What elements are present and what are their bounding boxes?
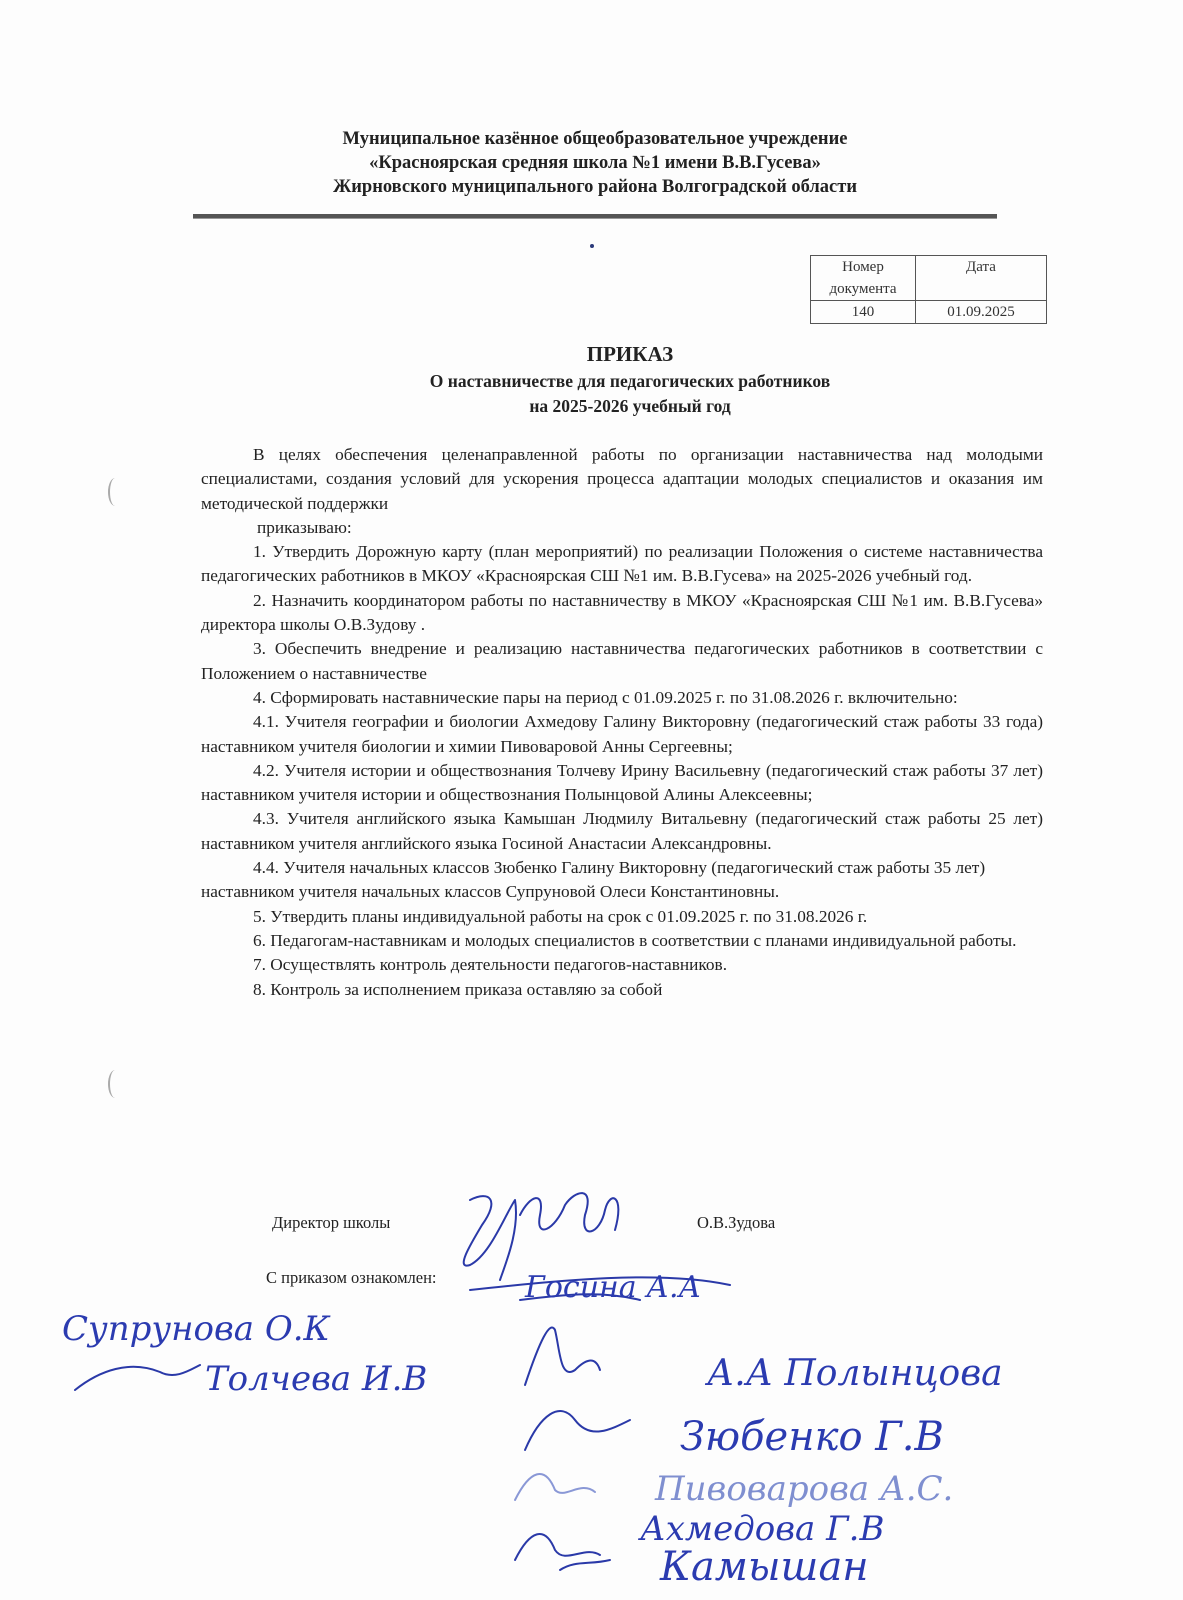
handwritten-akhmedova: Ахмедова Г.В xyxy=(640,1509,885,1549)
ink-dot xyxy=(590,244,594,248)
handwritten-suprunova: Супрунова О.К xyxy=(62,1309,330,1349)
handwritten-gosina: Госина А.А xyxy=(525,1270,702,1305)
order-item: 7. Осуществлять контроль деятельности педагогов-наставников. xyxy=(253,955,728,975)
handwritten-zyubenko: Зюбенко Г.В xyxy=(680,1414,944,1460)
header-line-2: «Красноярская средняя школа №1 имени В.В.Гусева» xyxy=(369,153,821,173)
document-body xyxy=(201,443,1043,1002)
handwritten-pivovarova: Пивоварова А.С. xyxy=(655,1469,954,1509)
order-item: 3. Обеспечить внедрение и реализацию наставничества педагогических работников в соответствии с Положением о наставничестве xyxy=(201,639,1043,683)
handwritten-kamyshan: Камышан xyxy=(660,1544,869,1590)
order-subitem: 4.3. Учителя английского языка Камышан Людмилу Витальевну (педагогический стаж работы 25 лет) наставником учителя английского языка Госиной Анастасии Александровны. xyxy=(201,809,1043,853)
document-subtitle xyxy=(190,369,1070,419)
document-number-table xyxy=(810,255,1047,324)
order-item: 2. Назначить координатором работы по наставничеству в МКОУ «Красноярская СШ №1 им. В.В.Гусева» директора школы О.В.Зудову . xyxy=(201,590,1043,635)
order-subitem: 4.1. Учителя географии и биологии Ахмедову Галину Викторовну (педагогический стаж работы 33 года) наставником учителя биологии и химии Пивоваровой Анны Сергеевны; xyxy=(201,712,1043,756)
order-item: 1. Утвердить Дорожную карту (план мероприятий) по реализации Положения о системе наставничества педагогических работников в МКОУ «Красноярская СШ №1 им. В.В.Гусева» на 2025-2026 учебный год. xyxy=(201,542,1043,586)
doc-number-header-a: Номер xyxy=(842,259,884,275)
director-name: О.В.Зудова xyxy=(697,1213,776,1232)
intro-paragraph: В целях обеспечения целенаправленной работы по организации наставничества над молодыми специалистами, создания условий для ускорения процесса адаптации молодых специалистов и оказания им методической поддержки xyxy=(201,445,1043,513)
doc-number-value: 140 xyxy=(811,301,916,324)
order-word: приказываю: xyxy=(257,517,352,537)
handwritten-polyntsova: А.А Полынцова xyxy=(707,1353,1003,1394)
header-line-3: Жирновского муниципального района Волгоградской области xyxy=(332,177,858,197)
header-line-1: Муниципальное казённое общеобразовательное учреждение xyxy=(342,129,848,149)
order-subitem: 4.2. Учителя истории и обществознания Толчеву Ирину Васильевну (педагогический стаж работы 37 лет) наставником учителя истории и обществознания Полынцовой Алины Алексеевны; xyxy=(201,760,1043,805)
handwritten-tolcheva: Толчева И.В xyxy=(205,1359,428,1399)
order-subitem: 4.4. Учителя начальных классов Зюбенко Галину Викторовну (педагогический стаж работы 35 лет) наставником учителя начальных классов Супруновой Олеси Константиновны. xyxy=(201,858,986,902)
director-position: Директор школы xyxy=(272,1213,391,1232)
institution-header xyxy=(190,127,1000,199)
margin-bracket-mark xyxy=(108,1070,122,1098)
subtitle-line-2: на 2025-2026 учебный год xyxy=(529,396,731,416)
acknowledgement-label: С приказом ознакомлен: xyxy=(266,1268,437,1287)
doc-date-value: 01.09.2025 xyxy=(916,301,1047,324)
doc-number-header-b: документа xyxy=(829,281,897,297)
subtitle-line-1: О наставничестве для педагогических работников xyxy=(429,371,831,391)
margin-bracket-mark xyxy=(108,478,122,506)
order-item: 5. Утвердить планы индивидуальной работы на срок с 01.09.2025 г. по 31.08.2026 г. xyxy=(253,906,868,926)
acknowledgement-signatures xyxy=(62,1270,1003,1590)
doc-date-header: Дата xyxy=(916,256,1047,301)
director-signature xyxy=(464,1193,619,1280)
document-title: ПРИКАЗ xyxy=(586,342,674,366)
doc-number-header xyxy=(811,256,916,301)
header-divider xyxy=(193,214,997,219)
order-item: 4. Сформировать наставнические пары на период с 01.09.2025 г. по 31.08.2026 г. включительно: xyxy=(253,687,958,707)
order-item: 6. Педагогам-наставникам и молодых специалистов в соответствии с планами индивидуальной работы. xyxy=(253,930,1017,950)
order-item: 8. Контроль за исполнением приказа оставляю за собой xyxy=(253,979,663,999)
